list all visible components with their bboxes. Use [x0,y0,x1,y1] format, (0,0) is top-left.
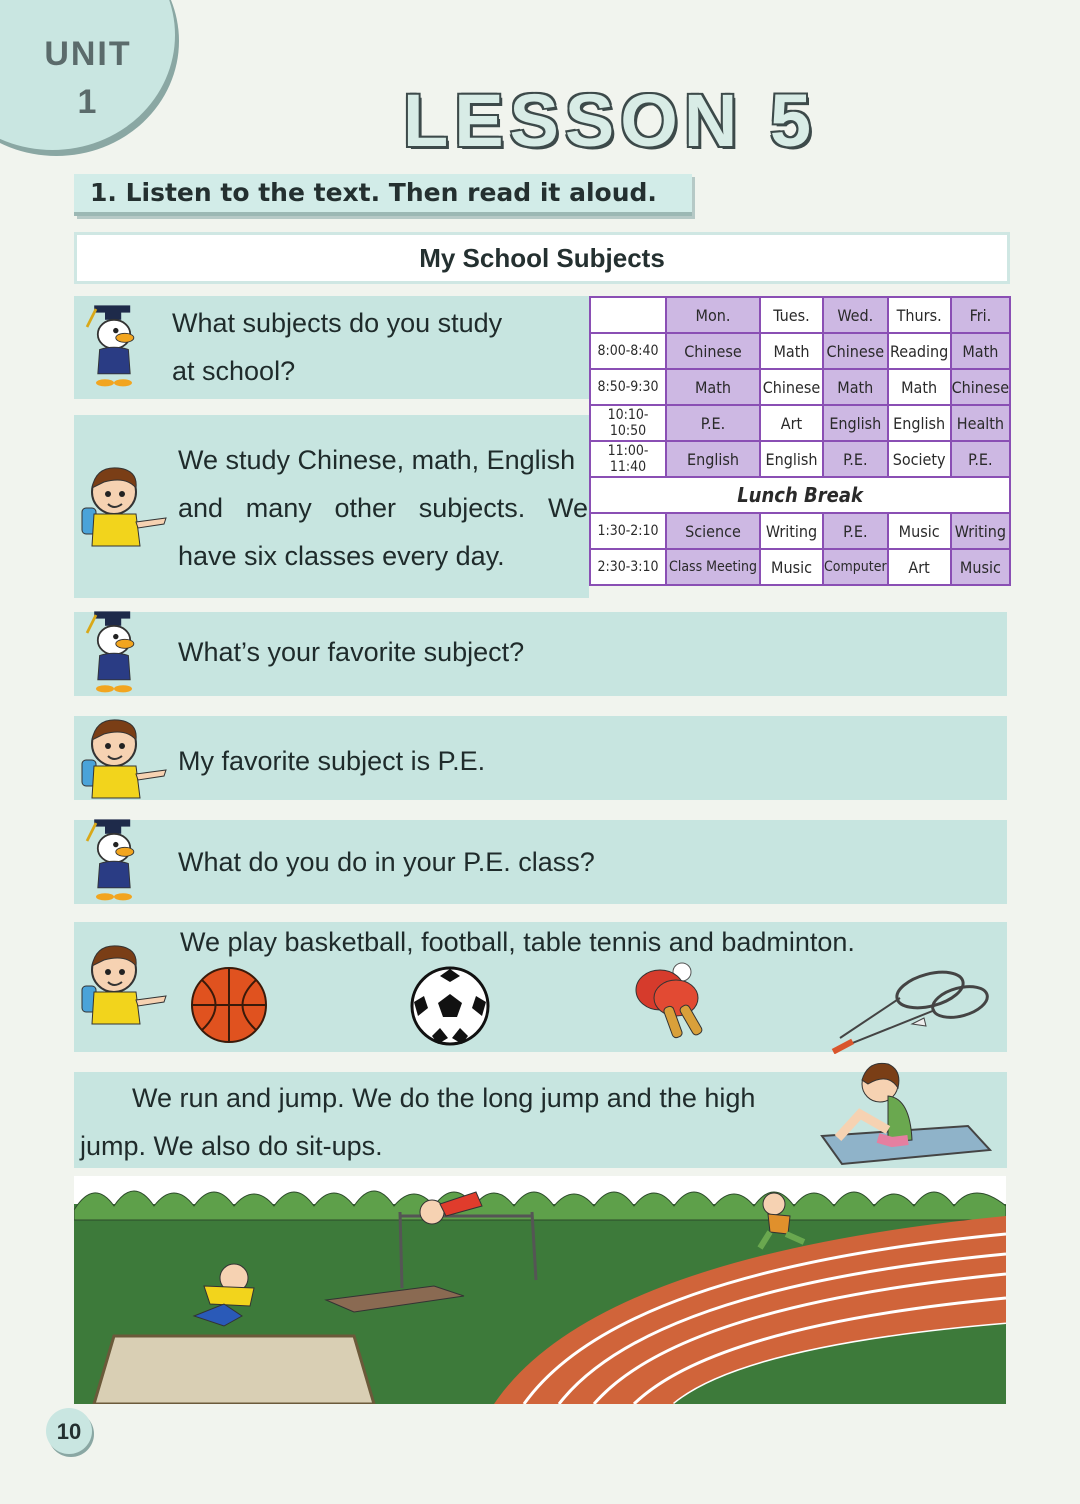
answer-4-line-2: jump. We also do sit-ups. [80,1131,383,1161]
timetable-cell: Writing [760,513,823,549]
timetable-cell: Math [888,369,951,405]
timetable-time-cell: 8:00-8:40 [590,333,666,369]
timetable-row [590,549,1010,585]
timetable-row [590,513,1010,549]
timetable-cell: P.E. [666,405,760,441]
timetable-time-cell: 11:00-11:40 [590,441,666,477]
subject-title: My School Subjects [419,243,665,273]
timetable-cell: English [760,441,823,477]
answer-3: We play basketball, football, table tennis and badminton. [180,927,855,957]
table-tennis-icon [632,960,718,1042]
timetable-cell: P.E. [823,513,888,549]
timetable-cell: Science [666,513,760,549]
timetable-cell: Music [760,549,823,585]
timetable-cell: Math [951,333,1011,369]
answer-4-line-1: We run and jump. We do the long jump and the high [132,1083,756,1113]
timetable-cell: English [666,441,760,477]
answer-1-line-1: We study Chinese, math, English [178,445,576,475]
timetable-cell: Health [951,405,1011,441]
timetable-row [590,333,1010,369]
timetable-time-cell: 8:50-9:30 [590,369,666,405]
duck-teacher-icon [74,814,154,904]
boy-student-icon [74,936,170,1032]
timetable-corner-cell [590,297,666,333]
timetable-day-cell: Tues. [760,297,823,333]
timetable-day-cell: Mon. [666,297,760,333]
timetable-row [590,441,1010,477]
timetable-cell: P.E. [823,441,888,477]
question-3: What do you do in your P.E. class? [178,847,595,877]
football-icon [410,966,490,1046]
lesson-title: LESSON 5 [403,79,817,162]
timetable [589,296,1011,586]
timetable-lunch-cell: Lunch Break [590,477,1010,513]
answer-2: My favorite subject is P.E. [178,746,486,776]
timetable-day-cell: Thurs. [888,297,951,333]
timetable-time-cell: 2:30-3:10 [590,549,666,585]
subject-title-box [74,232,1010,284]
basketball-icon [190,966,268,1044]
timetable-time-cell: 10:10-10:50 [590,405,666,441]
boy-student-icon [74,458,170,554]
timetable-cell: Art [760,405,823,441]
answer-1-line-2: and many other subjects. We [178,493,588,523]
timetable-cell: Writing [951,513,1011,549]
timetable-row [590,405,1010,441]
timetable-row [590,369,1010,405]
badminton-icon [830,968,990,1054]
timetable-cell: Music [951,549,1011,585]
timetable-cell: Class Meeting [666,549,760,585]
timetable-cell: Reading [888,333,951,369]
timetable-cell: English [888,405,951,441]
timetable-day-cell: Fri. [951,297,1011,333]
duck-teacher-icon [74,300,154,390]
answer-1-line-3: have six classes every day. [178,541,505,571]
timetable-cell: Art [888,549,951,585]
page-number-badge [46,1408,92,1454]
question-1-line-1: What subjects do you study [172,308,503,338]
timetable-cell: Math [666,369,760,405]
timetable-cell: English [823,405,888,441]
unit-label [28,30,148,126]
timetable-cell: Computer [823,549,888,585]
timetable-cell: Chinese [666,333,760,369]
timetable-cell: Society [888,441,951,477]
timetable-cell: Math [760,333,823,369]
question-1 [172,299,502,395]
girl-sit-ups-icon [818,1058,994,1168]
timetable-cell: Chinese [951,369,1011,405]
timetable-day-cell: Wed. [823,297,888,333]
question-1-line-2: at school? [172,356,296,386]
timetable-time-cell: 1:30-2:10 [590,513,666,549]
timetable-lunch-row [590,477,1010,513]
boy-student-icon [74,710,170,806]
instruction-bar [74,174,692,216]
duck-teacher-icon [74,606,154,696]
timetable-cell: Chinese [823,333,888,369]
timetable-header-row [590,297,1010,333]
timetable-cell: P.E. [951,441,1011,477]
sports-field-illustration [74,1176,1006,1404]
answer-4 [80,1074,820,1170]
instruction-text: 1. Listen to the text. Then read it aloud. [90,178,657,207]
question-2: What’s your favorite subject? [178,637,525,667]
timetable-cell: Music [888,513,951,549]
unit-number: 1 [77,83,99,121]
page-number: 10 [56,1419,82,1444]
timetable-cell: Math [823,369,888,405]
unit-word: UNIT [44,35,132,73]
timetable-cell: Chinese [760,369,823,405]
answer-1 [178,436,588,580]
